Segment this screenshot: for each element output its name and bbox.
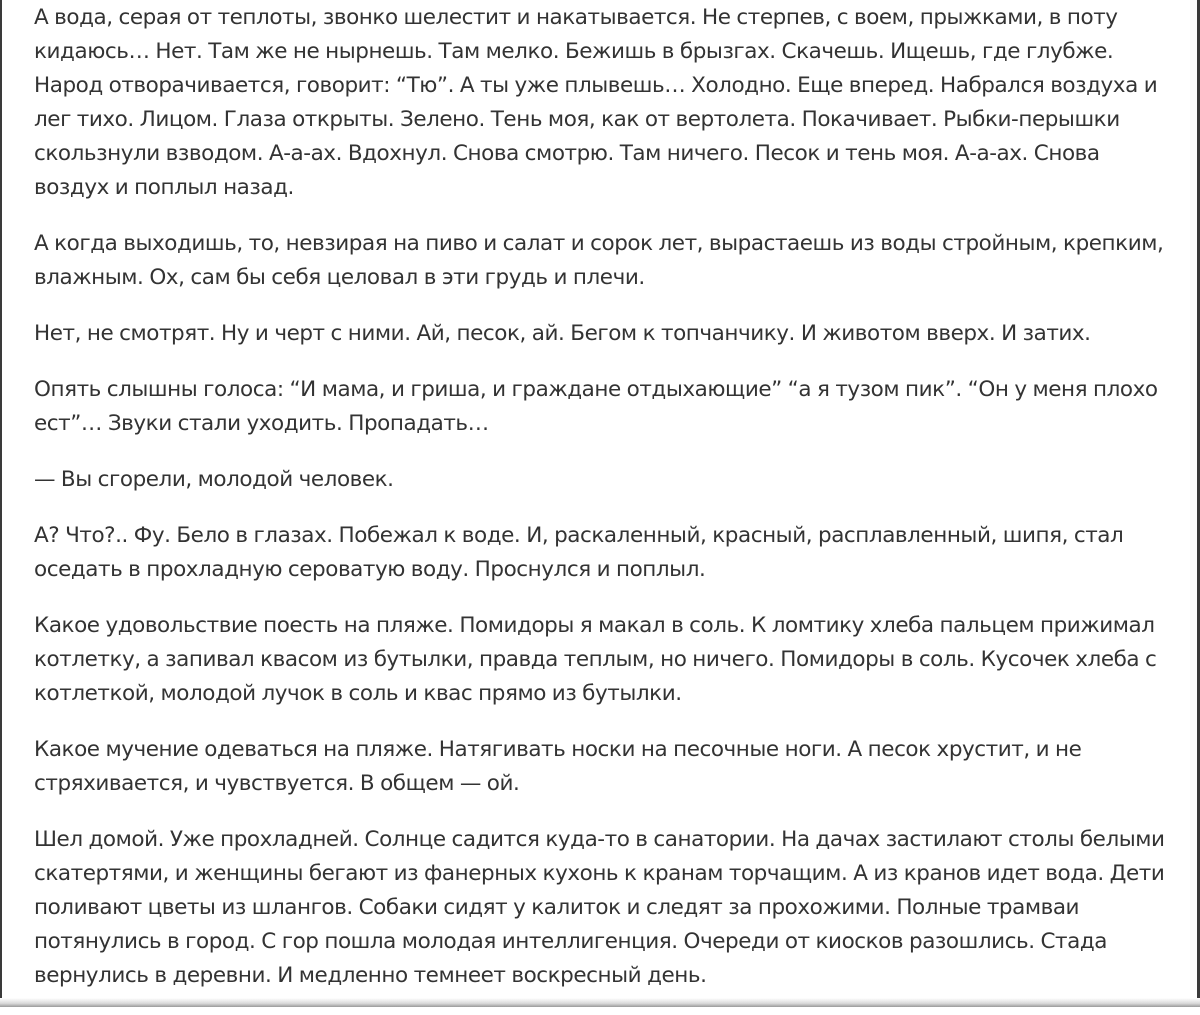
paragraph-2: А когда выходишь, то, невзирая на пиво и салат и сорок лет, вырастаешь из воды стройным, крепким, влажным. Ох, сам бы себя целовал в эти грудь и плечи. bbox=[34, 231, 1164, 290]
paragraph-3: Нет, не смотрят. Ну и черт с ними. Ай, песок, ай. Бегом к топчанчику. И животом вверх. И затих. bbox=[34, 321, 1091, 346]
paragraph-8: Какое мучение одеваться на пляже. Натягивать носки на песочные ноги. А песок хрустит, и не стряхивается, и чувствуется. В общем — ой. bbox=[34, 737, 1082, 796]
window-left-border bbox=[0, 0, 2, 1007]
window-bottom-shadow bbox=[0, 998, 1200, 1007]
paragraph-7: Какое удовольствие поесть на пляже. Помидоры я макал в соль. К ломтику хлеба пальцем прижимал котлетку, а запивал квасом из бутылки, правда теплым, но ничего. Помидоры в соль. Кусочек хлеба с котлеткой, молодой лучок в соль и квас прямо из бутылки. bbox=[34, 613, 1157, 706]
paragraph-5: — Вы сгорели, молодой человек. bbox=[34, 467, 394, 492]
paragraph-4: Опять слышны голоса: “И мама, и гриша, и граждане отдыхающие” “а я тузом пик”. “Он у меня плохо ест”… Звуки стали уходить. Пропадать… bbox=[34, 377, 1158, 436]
paragraph-9: Шел домой. Уже прохладней. Солнце садится куда-то в санатории. На дачах застилают столы белыми скатертями, и женщины бегают из фанерных кухонь к кранам торчащим. А из кранов идет вода. Дети поливают цветы из шлангов. Собаки сидят у калиток и следят за прохожими. Полные трамваи потянулись в город. С гор пошла молодая интеллигенция. Очереди от киосков разошлись. Стада вернулись в деревни. И медленно темнеет воскресный день. bbox=[34, 827, 1165, 988]
paragraph-6: А? Что?.. Фу. Бело в глазах. Побежал к воде. И, раскаленный, красный, расплавленный, шипя, стал оседать в прохладную сероватую воду. Проснулся и поплыл. bbox=[34, 523, 1124, 582]
paragraph-1: А вода, серая от теплоты, звонко шелестит и накатывается. Не стерпев, с воем, прыжками, в поту кидаюсь… Нет. Там же не нырнешь. Там мелко. Бежишь в брызгах. Скачешь. Ищешь, где глубже. Народ отворачивается, говорит: “Тю”. А ты уже плывешь… Холодно. Еще вперед. Набрался воздуха и лег тихо. Лицом. Глаза открыты. Зелено. Тень моя, как от вертолета. Покачивает. Рыбки-перышки скользнули взводом. А-а-ах. Вдохнул. Снова смотрю. Там ничего. Песок и тень моя. А-а-ах. Снова воздух и поплыл назад. bbox=[34, 5, 1158, 200]
article-body bbox=[34, 1, 1174, 1015]
